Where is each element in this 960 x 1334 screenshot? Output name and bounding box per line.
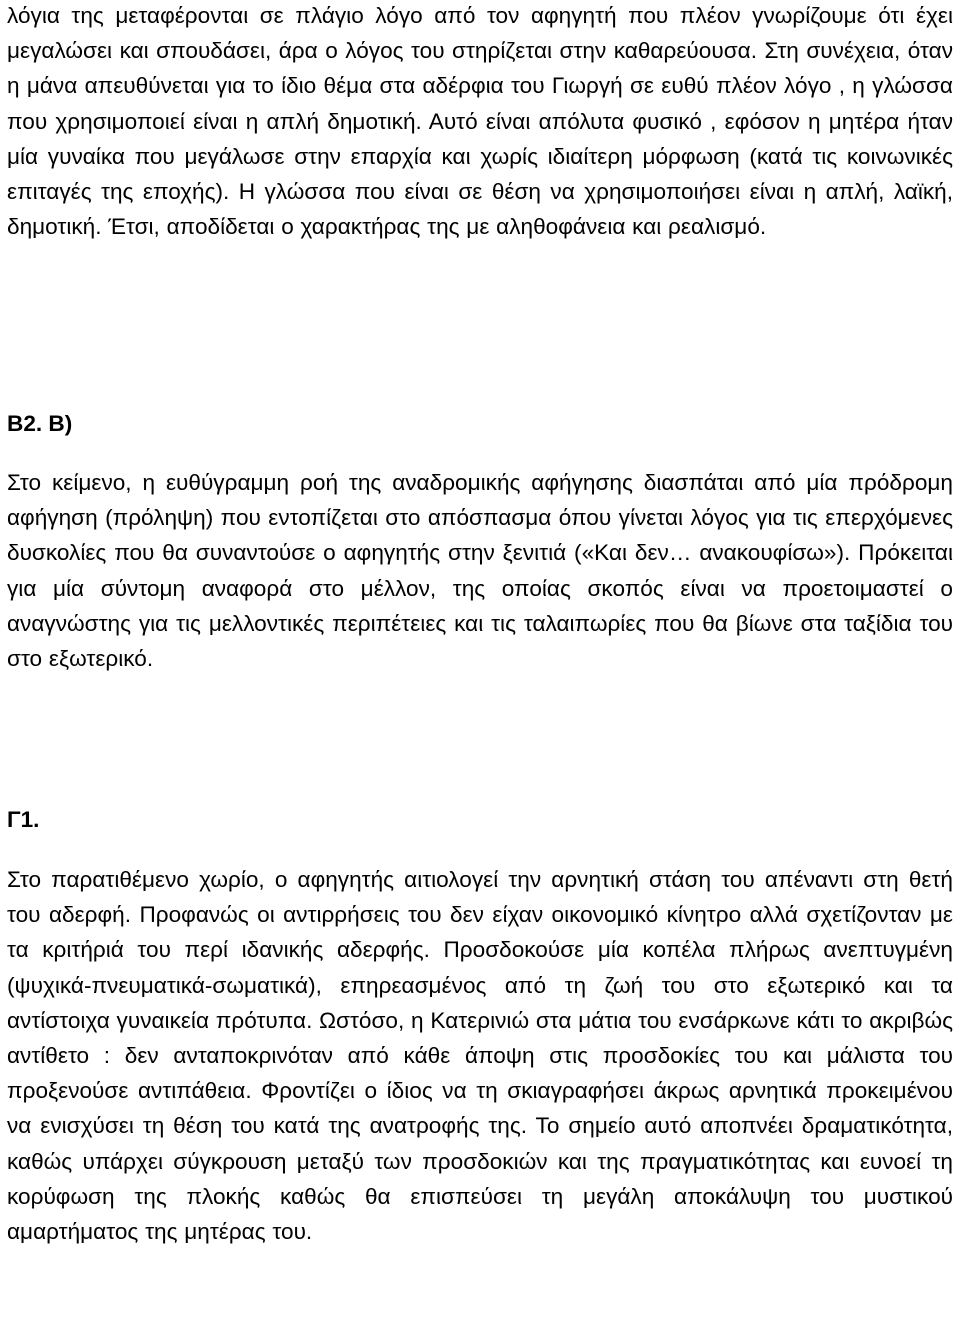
heading-b2: Β2. Β) — [7, 411, 73, 436]
paragraph-narrator-attitude: Στο παρατιθέμενο χωρίο, ο αφηγητής αιτιολογεί την αρνητική στάση του απέναντι στη θετή του αδερφή. Προφανώς οι αντιρρήσεις του δεν είχαν οικονομικό κίνητρο αλλά σχετίζονταν με τα κριτήριά του περί ιδανικής αδερφής. Προσδοκούσε μία κοπέλα πλήρως ανεπτυγμένη (ψυχικά-πνευματικά-σωματικά), επηρεασμένος από τη ζωή του στο εξωτερικό και τα αντίστοιχα γυναικεία πρότυπα. Ωστόσο, η Κατερινιώ στα μάτια του ενσάρκωνε κάτι το ακριβώς αντίθετο : δεν ανταποκρινόταν από κάθε άποψη στις προσδοκίες του και μάλιστα του προξενούσε αντιπάθεια. Φροντίζει ο ίδιος να τη σκιαγραφήσει άκρως αρνητικά προκειμένου να ενισχύσει τη θέση του κατά της ανατροφής της. Το σημείο αυτό αποπνέει δραματικότητα, καθώς υπάρχει σύγκρουση μεταξύ των προσδοκιών και της πραγματικότητας και ευνοεί τη κορύφωση της πλοκής καθώς θα επισπεύσει τη μεγάλη αποκάλυψη του μυστικού αμαρτήματος της μητέρας του. — [7, 867, 953, 1245]
paragraph-mother-language: λόγια της μεταφέρονται σε πλάγιο λόγο από τον αφηγητή που πλέον γνωρίζουμε ότι έχει μεγαλώσει και σπουδάσει, άρα ο λόγος του στηρίζεται στην καθαρεύουσα. Στη συνέχεια, όταν η μάνα απευθύνεται για το ίδιο θέμα στα αδέρφια του Γιωργή σε ευθύ πλέον λόγο , η γλώσσα που χρησιμοποιεί είναι η απλή δημοτική. Αυτό είναι απόλυτα φυσικό , εφόσον η μητέρα ήταν μία γυναίκα που μεγάλωσε στην επαρχία και χωρίς ιδιαίτερη μόρφωση (κατά τις κοινωνικές επιταγές της εποχής). Η γλώσσα που είναι σε θέση να χρησιμοποιήσει είναι η απλή, λαϊκή, δημοτική. Έτσι, αποδίδεται ο χαρακτήρας της με αληθοφάνεια και ρεαλισμό. — [7, 3, 953, 240]
heading-g1: Γ1. — [7, 807, 40, 832]
paragraph-prolepsis: Στο κείμενο, η ευθύγραμμη ροή της αναδρομικής αφήγησης διασπάται από μία πρόδρομη αφήγηση (πρόληψη) που εντοπίζεται στο απόσπασμα όπου γίνεται λόγος για τις επερχόμενες δυσκολίες που θα συναντούσε ο αφηγητής στην ξενιτιά («Και δεν… ανακουφίσω»). Πρόκειται για μία σύντομη αναφορά στο μέλλον, της οποίας σκοπός είναι να προετοιμαστεί ο αναγνώστης για τις μελλοντικές περιπέτειες και τις ταλαιπωρίες που θα βίωνε στα ταξίδια του στο εξωτερικό. — [7, 470, 953, 672]
